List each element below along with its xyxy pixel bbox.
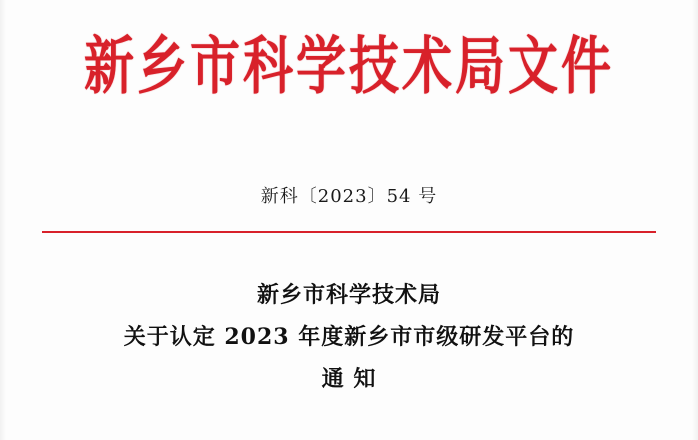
- document-masthead: [0, 28, 698, 103]
- red-separator-rule: [42, 231, 656, 233]
- title-line-3: 通 知: [321, 365, 377, 392]
- issuing-authority-title: 新乡市科学技术局文件: [84, 28, 614, 103]
- document-number: 新科〔2023〕54 号: [260, 186, 438, 207]
- title-line-1: 新乡市科学技术局: [256, 282, 441, 308]
- document-title-block: [0, 275, 698, 400]
- title-line-2: 关于认定 2023 年度新乡市市级研发平台的: [123, 323, 575, 350]
